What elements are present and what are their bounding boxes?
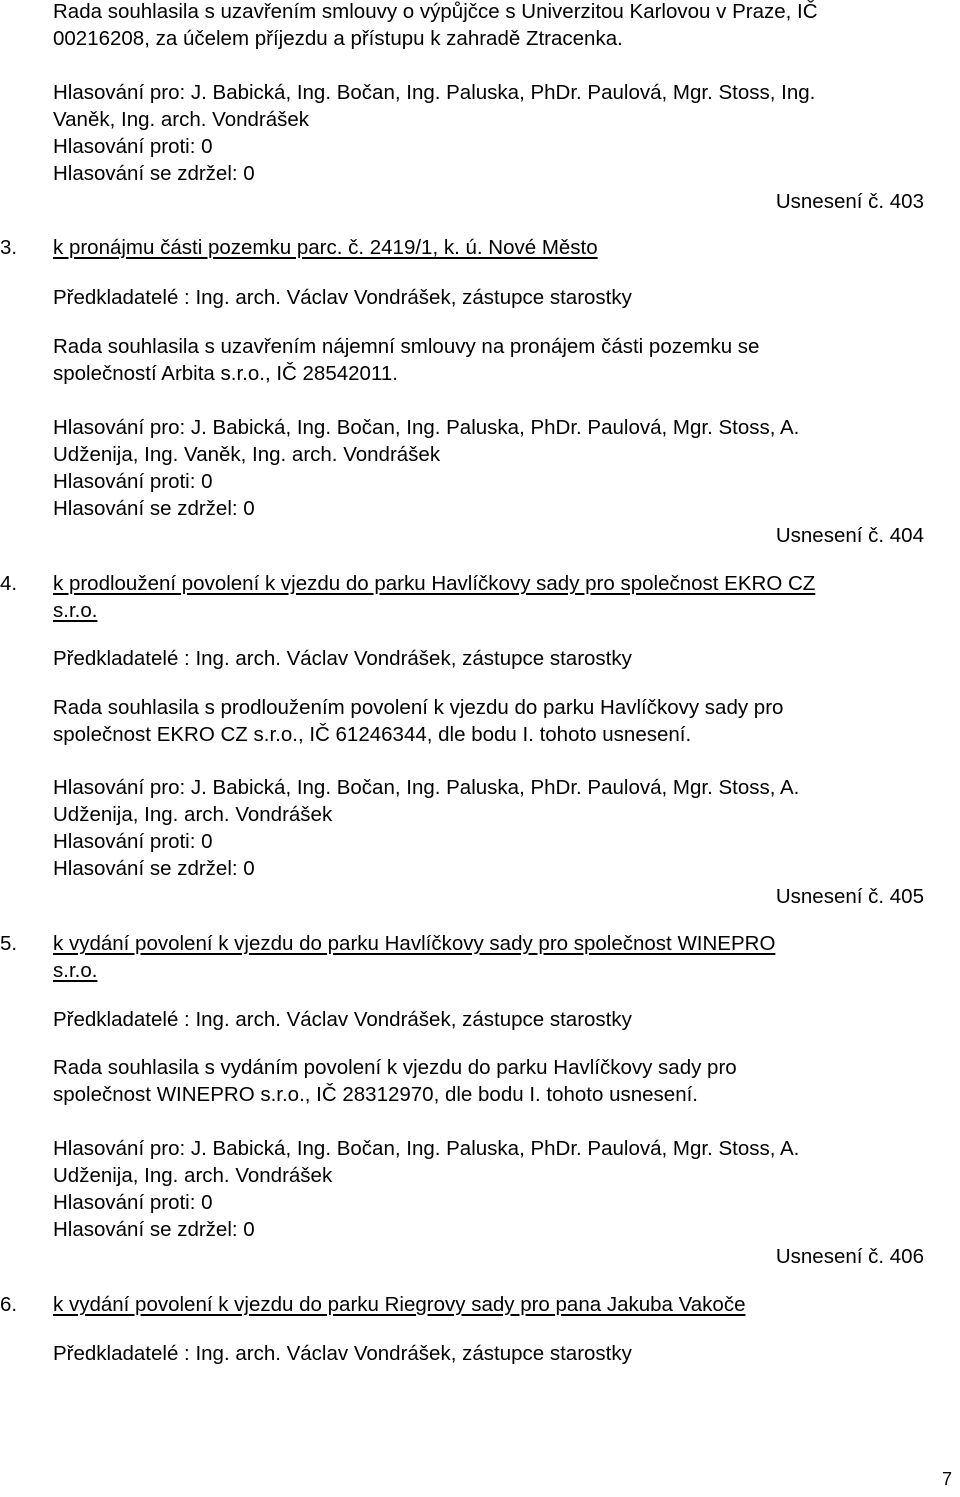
votes-for-line: Udženija, Ing. arch. Vondrášek (53, 803, 333, 826)
item-title: k prodloužení povolení k vjezdu do parku Havlíčkovy sady pro společnost EKRO CZ (53, 572, 816, 595)
item-number: 5. (0, 932, 18, 955)
item-title: s.r.o. (53, 599, 98, 622)
resolution-number: Usnesení č. 403 (775, 190, 924, 213)
votes-abstain: Hlasování se zdržel: 0 (53, 857, 255, 880)
item-title: k vydání povolení k vjezdu do parku Havlíčkovy sady pro společnost WINEPRO (53, 932, 776, 955)
item-number: 3. (0, 236, 18, 259)
resolution-text-line: společností Arbita s.r.o., IČ 28542011. (53, 362, 398, 385)
votes-for-line: Udženija, Ing. arch. Vondrášek (53, 1164, 333, 1187)
votes-against: Hlasování proti: 0 (53, 1191, 213, 1214)
item-title: k vydání povolení k vjezdu do parku Riegrovy sady pro pana Jakuba Vakoče (53, 1293, 746, 1316)
votes-for-line: Hlasování pro: J. Babická, Ing. Bočan, Ing. Paluska, PhDr. Paulová, Mgr. Stoss, A. (53, 1137, 800, 1160)
votes-abstain: Hlasování se zdržel: 0 (53, 497, 255, 520)
votes-for-line: Hlasování pro: J. Babická, Ing. Bočan, Ing. Paluska, PhDr. Paulová, Mgr. Stoss, A. (53, 776, 800, 799)
votes-for-line: Udženija, Ing. Vaněk, Ing. arch. Vondrášek (53, 443, 441, 466)
item-number: 6. (0, 1293, 18, 1316)
proposer: Předkladatelé : Ing. arch. Václav Vondrášek, zástupce starostky (53, 1342, 632, 1365)
votes-for-line: Vaněk, Ing. arch. Vondrášek (53, 108, 310, 131)
resolution-text-line: Rada souhlasila s uzavřením smlouvy o výpůjčce s Univerzitou Karlovou v Praze, IČ (53, 0, 818, 23)
votes-for-line: Hlasování pro: J. Babická, Ing. Bočan, Ing. Paluska, PhDr. Paulová, Mgr. Stoss, A. (53, 416, 800, 439)
votes-abstain: Hlasování se zdržel: 0 (53, 162, 255, 185)
item-title: s.r.o. (53, 959, 98, 982)
item-number: 4. (0, 572, 18, 595)
resolution-number: Usnesení č. 405 (775, 885, 924, 908)
resolution-number: Usnesení č. 404 (775, 524, 924, 547)
resolution-text-line: Rada souhlasila s vydáním povolení k vjezdu do parku Havlíčkovy sady pro (53, 1056, 737, 1079)
votes-for-line: Hlasování pro: J. Babická, Ing. Bočan, Ing. Paluska, PhDr. Paulová, Mgr. Stoss, Ing. (53, 81, 816, 104)
resolution-text-line: Rada souhlasila s prodloužením povolení k vjezdu do parku Havlíčkovy sady pro (53, 696, 784, 719)
resolution-text-line: společnost EKRO CZ s.r.o., IČ 61246344, dle bodu I. tohoto usnesení. (53, 723, 692, 746)
proposer: Předkladatelé : Ing. arch. Václav Vondrášek, zástupce starostky (53, 647, 632, 670)
resolution-text-line: společnost WINEPRO s.r.o., IČ 28312970, dle bodu I. tohoto usnesení. (53, 1083, 698, 1106)
resolution-number: Usnesení č. 406 (775, 1245, 924, 1268)
votes-against: Hlasování proti: 0 (53, 470, 213, 493)
page-number: 7 (941, 1469, 952, 1489)
votes-against: Hlasování proti: 0 (53, 830, 213, 853)
item-title: k pronájmu části pozemku parc. č. 2419/1, k. ú. Nové Město (53, 236, 598, 259)
votes-abstain: Hlasování se zdržel: 0 (53, 1218, 255, 1241)
resolution-text-line: Rada souhlasila s uzavřením nájemní smlouvy na pronájem části pozemku se (53, 335, 760, 358)
votes-against: Hlasování proti: 0 (53, 135, 213, 158)
resolution-text-line: 00216208, za účelem příjezdu a přístupu k zahradě Ztracenka. (53, 27, 623, 50)
proposer: Předkladatelé : Ing. arch. Václav Vondrášek, zástupce starostky (53, 286, 632, 309)
proposer: Předkladatelé : Ing. arch. Václav Vondrášek, zástupce starostky (53, 1008, 632, 1031)
